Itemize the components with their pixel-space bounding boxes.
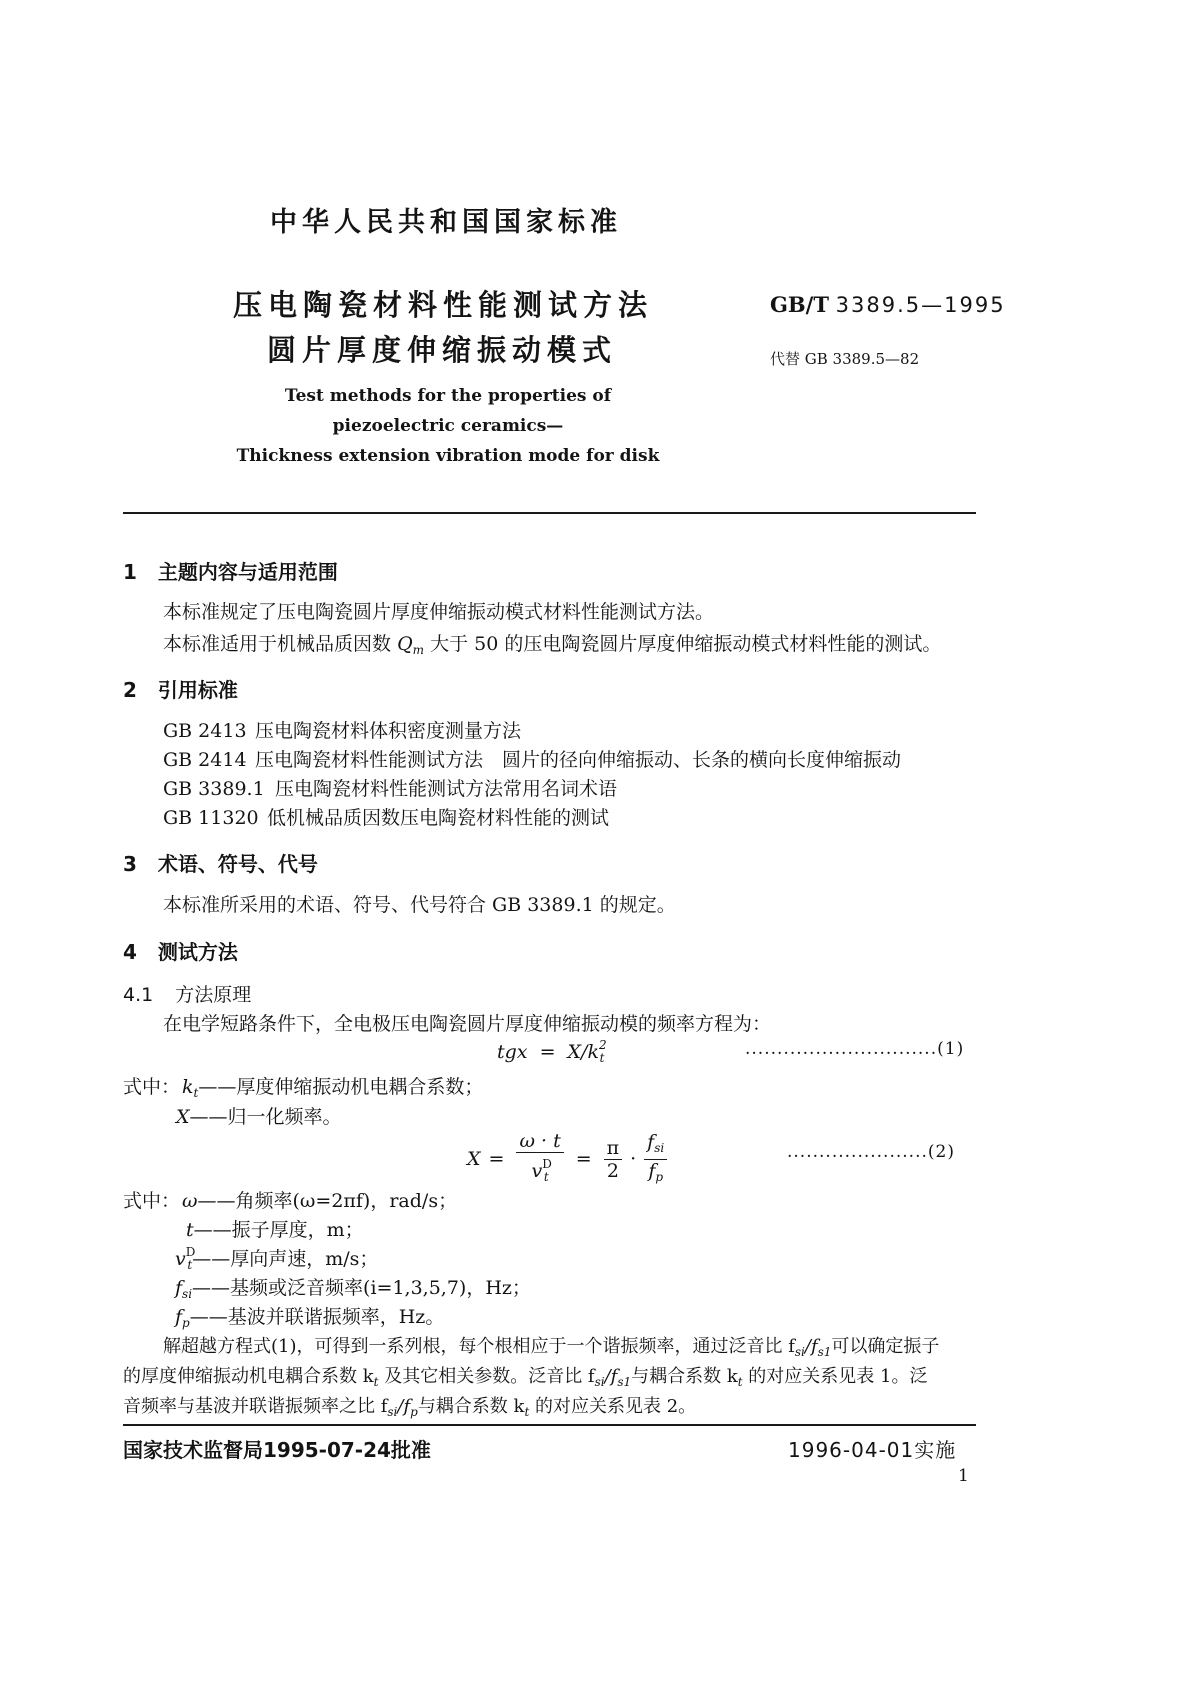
text-run: /f [397,1396,411,1417]
eq1-lhs: tgx [497,1041,528,1063]
subscript: si [794,1345,805,1359]
symbol: v [175,1248,186,1270]
section-number: 4 [123,940,137,964]
section-number: 1 [123,560,137,584]
title-english-line2: piezoelectric ceramics— [332,416,564,436]
text-run: 的厚度伸缩振动机电耦合系数 k [123,1366,374,1387]
text-run: 大于 50 的压电陶瓷圆片厚度伸缩振动模式材料性能的测试。 [430,633,942,655]
text-run: 音频率与基波并联谐振频率之比 f [123,1396,388,1417]
header-divider [123,512,976,514]
reference-code: GB 3389.1 [163,778,265,800]
q-subscript: m [412,643,425,657]
eq1-sup: 2 [598,1038,607,1052]
where-item [175,1273,531,1301]
reference-item [163,803,609,830]
text-run: 的对应关系见表 1。泛 [742,1366,928,1387]
reference-title: 低机械品质因数压电陶瓷材料性能的测试 [267,807,610,829]
text-run: /f [804,1336,818,1357]
footer-divider [123,1424,976,1426]
symbol-subscript: p [182,1316,190,1330]
symbol-description: ——厚度伸缩振动机电耦合系数； [198,1076,484,1098]
text-run: 与耦合系数 k [631,1366,738,1387]
where-item [176,1102,342,1129]
where-label: 式中： [123,1190,181,1212]
fraction-numerator: ω · t [516,1130,563,1153]
symbol-description: ——厚向声速，m/s； [192,1248,379,1270]
subscript: p [410,1405,418,1419]
section-number: 2 [123,678,137,702]
eq-number: (2) [927,1142,955,1162]
approval-date: 国家技术监督局1995-07-24批准 [123,1438,431,1462]
reference-code: GB 11320 [163,807,259,829]
where-item [182,1072,483,1100]
replaces-note: 代替 GB 3389.5—82 [770,350,920,368]
section-4-heading [123,936,238,965]
standard-number [770,292,1006,317]
where-label: 式中： [123,1076,181,1098]
fraction-denominator [645,1160,666,1188]
fraction-denominator [528,1153,551,1188]
text-run: /f [604,1366,618,1387]
symbol-superscript: D [185,1245,196,1259]
text-run: 及其它相关参数。泛音比 f [378,1366,595,1387]
v-sup: D [542,1157,552,1171]
section-title: 测试方法 [157,940,238,964]
symbol: k [182,1076,194,1098]
effective-date: 1996-04-01实施 [788,1438,957,1462]
symbol-subscript: t [193,1086,199,1100]
subscript: t [373,1375,379,1389]
symbol-subscript: t [187,1258,193,1272]
section-3-heading [123,848,318,877]
subscript: si [387,1405,398,1419]
where-item [182,1186,457,1213]
eq1-sub: t [599,1051,605,1065]
fraction-omega-t [516,1130,563,1188]
section-number: 3 [123,852,137,876]
symbol-description: ——角频率(ω=2πf)，rad/s； [197,1190,458,1212]
f-symbol: f [648,1159,656,1182]
title-chinese-line2: 圆片厚度伸缩振动模式 [267,333,618,367]
symbol: t [186,1219,194,1241]
v-sub: t [543,1170,549,1184]
fraction-denominator: 2 [606,1159,619,1182]
fraction-numerator: π [604,1137,623,1160]
f-symbol: f [647,1130,655,1153]
title-english-line1: Test methods for the properties of [284,386,612,406]
symbol: f [175,1306,183,1328]
symbol: f [175,1277,183,1299]
reference-item [163,716,521,743]
standard-prefix: GB/T [770,292,829,317]
subsection-title: 方法原理 [175,984,252,1006]
national-standard-label: 中华人民共和国国家标准 [270,207,622,238]
eq1-rhs: X/k [567,1041,599,1063]
equation-2: X = $\frac{\omega \cdot t}{v^D_t}$ = $\frac{\pi}{2}$ · $\frac{f_{si}}{f_p}$ [467,1130,671,1188]
q-symbol: Q [397,633,413,655]
paragraph-line [123,1392,696,1419]
reference-code: GB 2414 [163,749,247,771]
section-3-paragraph: 本标准所采用的术语、符号、代号符合 GB 3389.1 的规定。 [163,894,676,916]
paragraph-line [123,1362,927,1389]
symbol: ω [182,1190,198,1212]
symbol-description: ——基频或泛音频率(i=1,3,5,7)，Hz； [192,1277,531,1299]
section-2-heading [123,674,238,703]
reference-title: 压电陶瓷材料性能测试方法常用名词术语 [275,778,618,800]
section-1-paragraph-1: 本标准规定了压电陶瓷圆片厚度伸缩振动模式材料性能测试方法。 [163,601,715,623]
subscript: s1 [817,1345,832,1359]
text-run: 与耦合系数 k [417,1396,525,1417]
symbol-description: ——振子厚度，m； [193,1219,364,1241]
section-title: 术语、符号、代号 [157,852,318,876]
subsection-number: 4.1 [123,984,154,1006]
section-title: 引用标准 [157,678,238,702]
reference-code: GB 2413 [163,720,247,742]
symbol-description: ——归一化频率。 [189,1106,342,1128]
reference-item [163,745,901,772]
f-sub: p [655,1169,664,1184]
equation-1-number: ..............................(1) [745,1039,965,1059]
reference-title: 压电陶瓷材料性能测试方法 圆片的径向伸缩振动、长条的横向长度伸缩振动 [255,749,902,771]
where-item [186,1215,364,1242]
v-symbol: v [531,1160,543,1182]
subscript: s1 [617,1375,632,1389]
subscript: si [594,1375,605,1389]
page-number: 1 [958,1466,969,1486]
subsection-4-1-heading [123,980,251,1007]
standard-code: 3389.5—1995 [835,293,1006,317]
where-item [175,1302,444,1330]
symbol: X [176,1106,190,1128]
text-run: 解超越方程式(1)，可得到一系列根，每个根相应于一个谐振频率，通过泛音比 f [163,1336,795,1357]
eq-number: (1) [937,1039,965,1059]
equation-1: tgx = $X/k^2_t$ [497,1038,607,1065]
subscript: t [524,1405,530,1419]
title-chinese-line1: 压电陶瓷材料性能测试方法 [233,288,654,322]
equation-2-number: ......................(2) [787,1142,955,1162]
fraction-pi-2 [604,1137,623,1182]
fraction-fsi-fp [644,1131,667,1188]
eq2-lhs: X [467,1148,481,1170]
where-item [175,1244,378,1272]
section-1-paragraph-2 [163,629,941,657]
title-english-line3: Thickness extension vibration mode for disk [236,446,660,466]
fraction-numerator [644,1131,667,1160]
text-run: 本标准适用于机械品质因数 [163,633,392,655]
f-sub: si [654,1140,665,1155]
reference-item [163,774,617,801]
method-intro: 在电学短路条件下，全电极压电陶瓷圆片厚度伸缩振动模的频率方程为： [163,1013,772,1035]
symbol-description: ——基波并联谐振频率，Hz。 [189,1306,445,1328]
symbol-subscript: si [182,1287,193,1301]
text-run: 可以确定振子 [831,1336,940,1357]
paragraph-line [163,1332,939,1359]
reference-title: 压电陶瓷材料体积密度测量方法 [255,720,522,742]
section-title: 主题内容与适用范围 [157,560,338,584]
section-1-heading [123,556,338,585]
subscript: t [737,1375,743,1389]
text-run: 的对应关系见表 2。 [529,1396,697,1417]
